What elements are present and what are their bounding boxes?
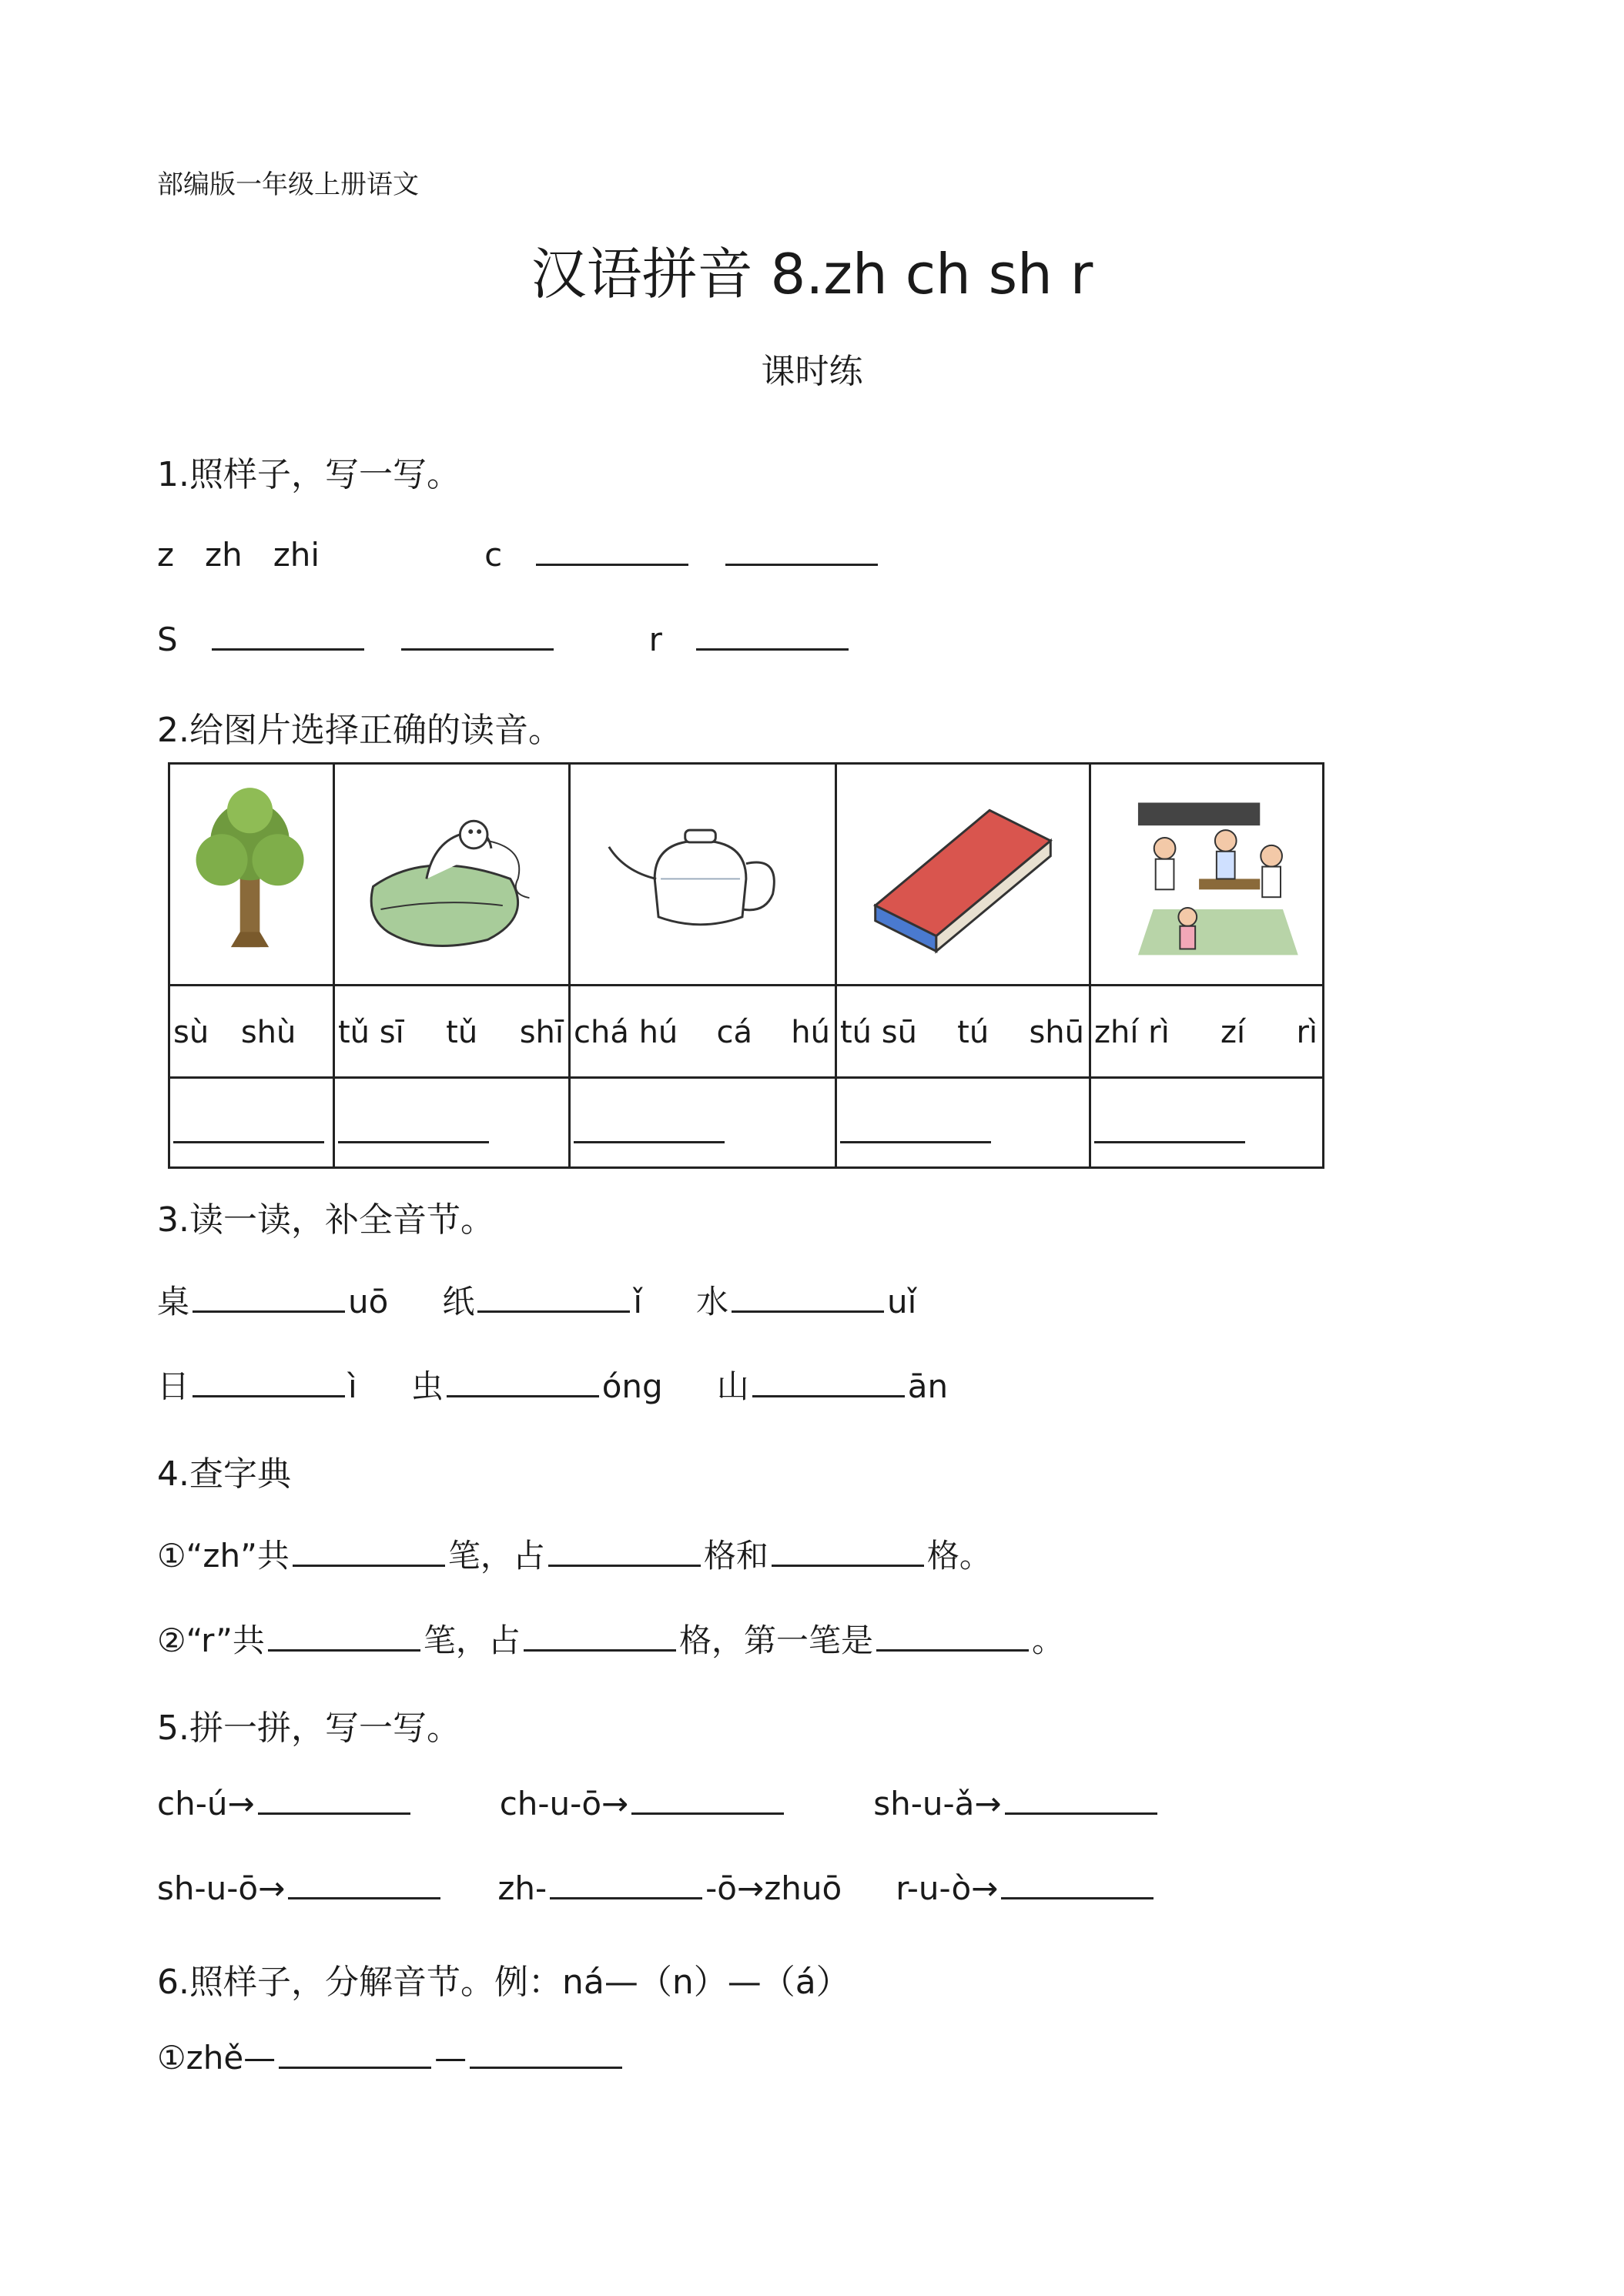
q4-number: ① [157, 1537, 186, 1575]
q5-blank[interactable] [288, 1893, 440, 1899]
picture-cell-5 [1091, 765, 1322, 984]
option-text: tú sū [840, 1015, 917, 1050]
q5-blank[interactable] [258, 1808, 410, 1815]
picture-cell-4 [837, 765, 1091, 984]
options-cell-1 [170, 986, 335, 1076]
q5-syllable: ch-ú→ [157, 1785, 255, 1822]
picture-cell-1 [170, 765, 335, 984]
q4-text: 格。 [926, 1537, 992, 1575]
q3-heading: 3.读一读，补全音节。 [157, 1200, 494, 1240]
q5-syllable: zh- [497, 1869, 547, 1907]
q5-syllable: sh-u-ǎ→ [873, 1785, 1002, 1822]
students-icon [1091, 765, 1322, 984]
answer-blank[interactable] [1094, 1141, 1245, 1143]
q6-blank[interactable] [279, 2062, 431, 2069]
q1-blank-c2[interactable] [725, 559, 878, 566]
q5-syllable: ch-u-ō→ [499, 1785, 629, 1822]
q1-label-s: S [157, 621, 178, 658]
q3-blank[interactable] [193, 1306, 345, 1313]
q1-blank-c1[interactable] [536, 559, 688, 566]
option-text: cá [716, 1015, 753, 1050]
option-text: sù [173, 1015, 209, 1050]
answer-cell-2[interactable] [335, 1079, 571, 1166]
options-cell-2 [335, 986, 571, 1076]
option-text: shī [519, 1015, 564, 1050]
q4-text: 格和 [703, 1537, 768, 1575]
picture-cell-3 [571, 765, 837, 984]
q1-blank-s2[interactable] [401, 644, 554, 651]
q1-label-c: c [484, 536, 503, 574]
q5-syllable: sh-u-ō→ [157, 1869, 286, 1907]
picture-cell-2 [335, 765, 571, 984]
q3-blank[interactable] [477, 1306, 630, 1313]
q4-text: 笔，占 [447, 1537, 545, 1575]
answer-blank[interactable] [840, 1141, 991, 1143]
q6-text: ①zhě— [157, 2039, 276, 2077]
options-cell-4 [837, 986, 1091, 1076]
q3-char: 桌 [157, 1283, 190, 1320]
answer-blank[interactable] [338, 1141, 489, 1143]
q6-heading: 6.照样子，分解音节。例：ná—（n）—（á） [157, 1963, 850, 2002]
q2-heading: 2.给图片选择正确的读音。 [157, 711, 562, 750]
q3-char: 山 [716, 1367, 749, 1405]
q1-row1 [157, 536, 881, 574]
picture-row [170, 765, 1322, 986]
answer-cell-1[interactable] [170, 1079, 335, 1166]
q4-number: ② [157, 1622, 186, 1659]
q3-char: 虫 [410, 1367, 444, 1405]
q5-heading: 5.拼一拼，写一写。 [157, 1709, 460, 1748]
q4-heading: 4.查字典 [157, 1454, 291, 1494]
q1-blank-s1[interactable] [212, 644, 364, 651]
option-text: hú [791, 1015, 830, 1050]
q3-blank[interactable] [732, 1306, 884, 1313]
q3-final: ì [348, 1367, 357, 1405]
answer-row [170, 1079, 1322, 1166]
tree-icon [170, 765, 333, 984]
option-text: tǔ sī [338, 1015, 404, 1050]
options-cell-3 [571, 986, 837, 1076]
answer-blank[interactable] [574, 1141, 725, 1143]
option-text: zhí rì [1094, 1015, 1170, 1050]
q3-blank[interactable] [193, 1391, 345, 1397]
q5-syllable: r-u-ò→ [896, 1869, 999, 1907]
q5-blank[interactable] [631, 1808, 784, 1815]
q6-text: — [434, 2039, 467, 2077]
q3-blank[interactable] [447, 1391, 599, 1397]
q6-blank[interactable] [470, 2062, 622, 2069]
page-title: 汉语拼音 8.zh ch sh r [531, 242, 1093, 306]
q5-blank[interactable] [1005, 1808, 1157, 1815]
q1-heading: 1.照样子，写一写。 [157, 455, 460, 494]
q3-final: ān [907, 1367, 949, 1405]
q1-label-r: r [648, 621, 662, 658]
options-cell-5 [1091, 986, 1322, 1076]
q3-row1 [157, 1277, 916, 1323]
q3-final: uǐ [887, 1283, 917, 1320]
q1-example-zh: zh [205, 536, 243, 574]
option-text: zí [1221, 1015, 1246, 1050]
q4-text: “zh”共 [186, 1537, 290, 1575]
q3-char: 水 [696, 1283, 729, 1320]
teapot-icon [571, 765, 835, 984]
option-text: shū [1029, 1015, 1084, 1050]
q4-text: 格，第一笔是 [678, 1622, 873, 1659]
q4-blank[interactable] [293, 1560, 445, 1567]
q3-row2 [157, 1361, 948, 1407]
q4-blank[interactable] [772, 1560, 924, 1567]
answer-cell-3[interactable] [571, 1079, 837, 1166]
option-text: tǔ [446, 1015, 478, 1050]
q4-blank[interactable] [876, 1645, 1029, 1652]
answer-blank[interactable] [173, 1141, 324, 1143]
answer-cell-5[interactable] [1091, 1079, 1322, 1166]
book-icon [837, 765, 1089, 984]
q1-example-z: z [157, 536, 175, 574]
answer-cell-4[interactable] [837, 1079, 1091, 1166]
q4-blank[interactable] [268, 1645, 420, 1652]
q5-blank[interactable] [550, 1893, 702, 1899]
q6-line1 [157, 2039, 625, 2077]
option-text: chá hú [574, 1015, 678, 1050]
option-text: rì [1296, 1015, 1318, 1050]
q3-final: óng [601, 1367, 663, 1405]
picture-table [168, 762, 1324, 1169]
q5-row2 [157, 1869, 1157, 1907]
q3-final: uō [348, 1283, 389, 1320]
q4-blank[interactable] [548, 1560, 701, 1567]
q5-row1 [157, 1785, 1160, 1822]
q4-text: “r”共 [186, 1622, 265, 1659]
pinyin-options-row [170, 986, 1322, 1079]
q4-text: 笔，占 [423, 1622, 521, 1659]
q5-blank[interactable] [1001, 1893, 1154, 1899]
q4-line2 [157, 1615, 1064, 1662]
option-text: shù [240, 1015, 296, 1050]
q3-final: ǐ [633, 1283, 643, 1320]
q1-example-zhi: zhi [273, 536, 320, 574]
q4-line1 [157, 1531, 992, 1577]
option-text: tú [957, 1015, 989, 1050]
caterpillar-icon [335, 765, 568, 984]
header-note: 部编版一年级上册语文 [157, 169, 419, 200]
q3-blank[interactable] [752, 1391, 905, 1397]
page-subtitle: 课时练 [761, 352, 863, 391]
q1-blank-r1[interactable] [696, 644, 849, 651]
q4-blank[interactable] [524, 1645, 676, 1652]
q3-char: 纸 [442, 1283, 475, 1320]
q1-row2 [157, 621, 852, 658]
q5-syllable: -ō→zhuō [705, 1869, 842, 1907]
q3-char: 日 [157, 1367, 190, 1405]
q4-text: 。 [1031, 1622, 1064, 1659]
